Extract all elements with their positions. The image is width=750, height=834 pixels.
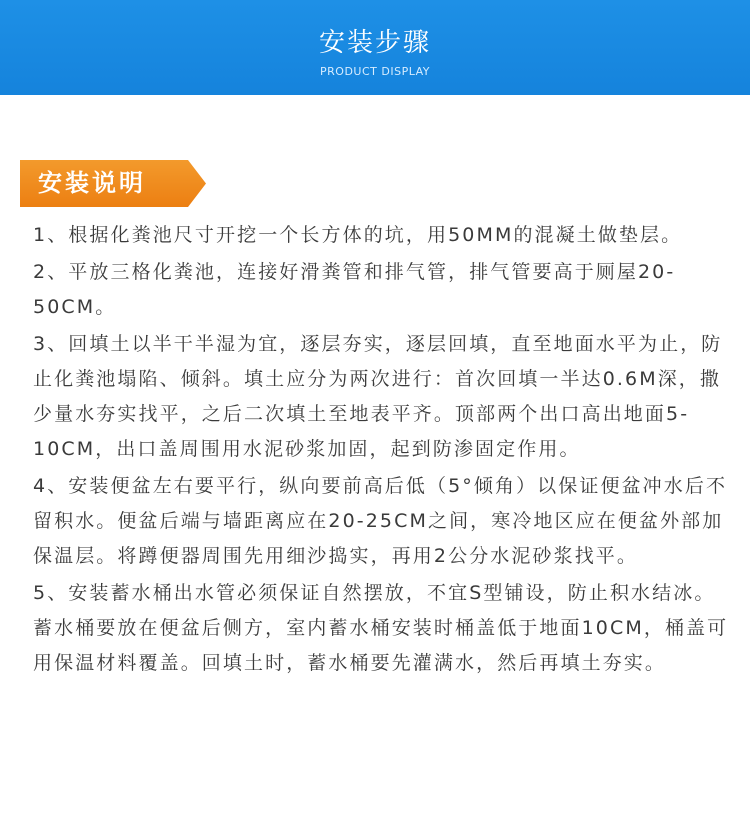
instructions — [33, 218, 733, 683]
step-1: 1、根据化粪池尺寸开挖一个长方体的坑，用50MM的混凝土做垫层。 — [33, 224, 683, 246]
step-2: 2、平放三格化粪池，连接好滑粪管和排气管，排气管要高于厕屋20-50CM。 — [33, 261, 676, 318]
step-4: 4、安装便盆左右要平行，纵向要前高后低（5°倾角）以保证便盆冲水后不留积水。便盆后端与墙距离应在20-25CM之间，寒冷地区应在便盆外部加保温层。将蹲便器周围先用细沙捣实，再用2公分水泥砂浆找平。 — [33, 475, 728, 567]
banner-title: 安装步骤 — [318, 28, 431, 58]
step-3: 3、回填土以半干半湿为宜，逐层夯实，逐层回填，直至地面水平为止，防止化粪池塌陷、倾斜。填土应分为两次进行：首次回填一半达0.6M深，撒少量水夯实找平，之后二次填土至地表平齐。顶部两个出口高出地面5-10CM，出口盖周围用水泥砂浆加固，起到防渗固定作用。 — [33, 333, 723, 460]
section-tag — [20, 160, 206, 207]
step-5: 5、安装蓄水桶出水管必须保证自然摆放，不宜S型铺设，防止积水结冰。蓄水桶要放在便盆后侧方，室内蓄水桶安装时桶盖低于地面10CM，桶盖可用保温材料覆盖。回填土时，蓄水桶要先灌满水，然后再填土夯实。 — [33, 582, 729, 674]
section-label: 安装说明 — [38, 169, 146, 197]
banner-subtitle: PRODUCT DISPLAY — [320, 65, 430, 78]
header-banner — [0, 0, 750, 95]
